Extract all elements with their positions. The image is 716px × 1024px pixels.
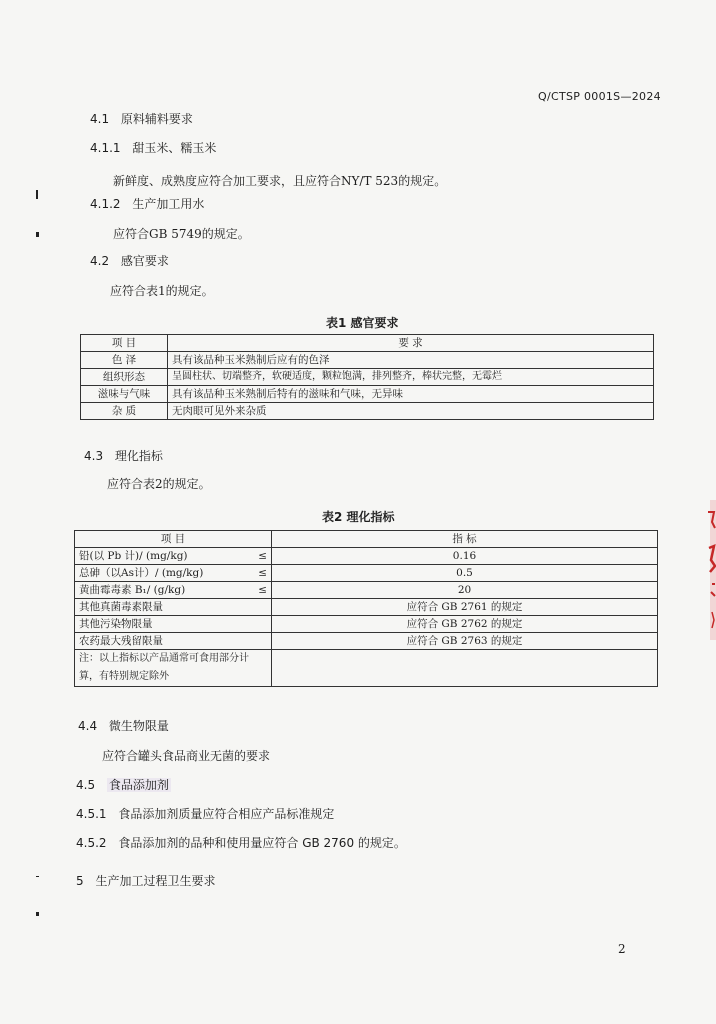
section-4-1-2 xyxy=(90,195,204,212)
paragraph: 新鲜度、成熟度应符合加工要求，且应符合NY/T 523的规定。 xyxy=(113,174,447,188)
table-cell: 呈圆柱状、切端整齐，软硬适度，颗粒饱满，排列整齐，棒状完整，无霉烂 xyxy=(168,369,654,386)
table-header-row xyxy=(81,335,654,352)
section-title: 生产加工过程卫生要求 xyxy=(95,874,216,888)
table-header-cell: 项 目 xyxy=(75,531,272,548)
table-cell xyxy=(75,548,272,565)
section-title: 原料辅料要求 xyxy=(120,112,193,126)
table-cell: 组织形态 xyxy=(81,369,168,386)
margin-mark xyxy=(36,876,39,877)
table-cell: 滋味与气味 xyxy=(81,386,168,403)
paragraph: 应符合表1的规定。 xyxy=(110,284,214,298)
operator: ≤ xyxy=(258,584,267,596)
section-title: 食品添加剂 xyxy=(108,778,169,792)
item-label: 黄曲霉毒素 B₁/ (g/kg) xyxy=(79,584,186,596)
table-cell: 0.16 xyxy=(272,548,658,565)
section-number: 4.5.1 xyxy=(76,807,107,821)
table-header-cell: 指 标 xyxy=(272,531,658,548)
section-number: 4.5 xyxy=(76,778,96,792)
table-cell xyxy=(75,582,272,599)
section-title: 理化指标 xyxy=(114,449,163,463)
document-code: Q/CTSP 0001S—2024 xyxy=(538,90,661,103)
table-row xyxy=(75,565,658,582)
table-cell: 应符合 GB 2763 的规定 xyxy=(272,633,658,650)
table1-sensory xyxy=(80,334,654,420)
section-number: 5 xyxy=(76,874,84,888)
section-title: 生产加工用水 xyxy=(132,197,205,211)
section-4-5-1 xyxy=(76,805,334,822)
section-4-5 xyxy=(76,776,171,793)
table-note: 注：以上指标以产品通常可食用部分计算，有特别规定除外 xyxy=(75,650,272,687)
section-4-1-1 xyxy=(90,139,216,156)
paragraph: 应符合表2的规定。 xyxy=(107,477,211,491)
table-header-cell: 项 目 xyxy=(81,335,168,352)
section-5 xyxy=(76,872,215,889)
section-number: 4.3 xyxy=(84,449,104,463)
table-note-row xyxy=(75,650,658,687)
section-number: 4.2 xyxy=(90,254,110,268)
section-number: 4.1.2 xyxy=(90,197,121,211)
table2-physicochemical xyxy=(74,530,658,687)
table-row xyxy=(75,599,658,616)
section-number: 4.4 xyxy=(78,719,98,733)
table2-caption: 表2 理化指标 xyxy=(322,510,395,524)
table-row xyxy=(75,633,658,650)
item-label: 铅(以 Pb 计)/ (mg/kg) xyxy=(79,550,188,562)
table-cell: 应符合 GB 2762 的规定 xyxy=(272,616,658,633)
table-cell: 其他污染物限量 xyxy=(75,616,272,633)
section-4-2 xyxy=(90,252,169,269)
table-cell-empty xyxy=(272,650,658,687)
section-text: 食品添加剂的品种和使用量应符合 GB 2760 的规定。 xyxy=(118,836,406,850)
table-cell: 无肉眼可见外来杂质 xyxy=(168,403,654,420)
table-row xyxy=(81,352,654,369)
table-cell: 应符合 GB 2761 的规定 xyxy=(272,599,658,616)
margin-mark xyxy=(36,190,38,199)
section-title: 感官要求 xyxy=(120,254,169,268)
section-number: 4.1 xyxy=(90,112,110,126)
item-label: 总砷（以As计）/ (mg/kg) xyxy=(79,567,204,579)
section-number: 4.5.2 xyxy=(76,836,107,850)
table-row xyxy=(81,403,654,420)
table-row xyxy=(75,548,658,565)
table-cell: 具有该品种玉米熟制后应有的色泽 xyxy=(168,352,654,369)
paragraph: 应符合罐头食品商业无菌的要求 xyxy=(102,749,271,763)
table1-caption: 表1 感官要求 xyxy=(326,316,399,330)
table-header-cell: 要 求 xyxy=(168,335,654,352)
table-row xyxy=(75,616,658,633)
table-cell: 具有该品种玉米熟制后特有的滋味和气味，无异味 xyxy=(168,386,654,403)
table-cell: 色 泽 xyxy=(81,352,168,369)
table-cell: 农药最大残留限量 xyxy=(75,633,272,650)
section-title: 微生物限量 xyxy=(108,719,169,733)
table-cell: 杂 质 xyxy=(81,403,168,420)
seal-stamp-fragment xyxy=(702,500,716,640)
section-4-4 xyxy=(78,717,169,734)
section-number: 4.1.1 xyxy=(90,141,121,155)
table-row xyxy=(81,369,654,386)
operator: ≤ xyxy=(258,550,267,562)
table-header-row xyxy=(75,531,658,548)
table-row xyxy=(81,386,654,403)
table-cell: 其他真菌毒素限量 xyxy=(75,599,272,616)
paragraph: 应符合GB 5749的规定。 xyxy=(113,227,250,241)
section-4-3 xyxy=(84,447,163,464)
table-cell: 20 xyxy=(272,582,658,599)
section-4-1 xyxy=(90,110,193,127)
operator: ≤ xyxy=(258,567,267,579)
section-title: 甜玉米、糯玉米 xyxy=(132,141,217,155)
page-number: 2 xyxy=(618,942,626,956)
margin-mark xyxy=(36,232,39,237)
section-text: 食品添加剂质量应符合相应产品标准规定 xyxy=(118,807,335,821)
section-4-5-2 xyxy=(76,834,406,851)
table-cell: 0.5 xyxy=(272,565,658,582)
margin-mark xyxy=(36,912,39,916)
table-cell xyxy=(75,565,272,582)
table-row xyxy=(75,582,658,599)
